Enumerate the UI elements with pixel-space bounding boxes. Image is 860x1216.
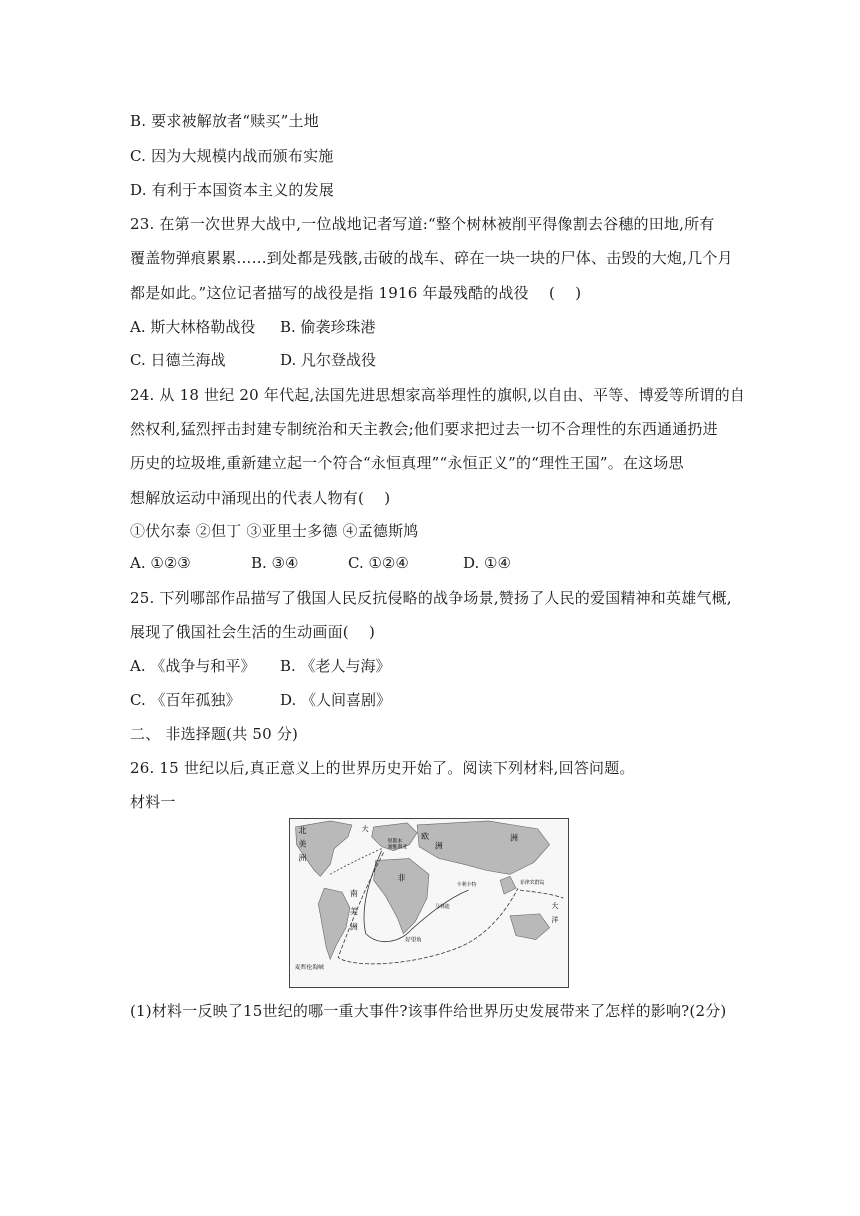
q25-stem-line1: 25. 下列哪部作品描写了俄国人民反抗侵略的战争场景,赞扬了人民的爱国精神和英雄气概,	[130, 589, 732, 607]
map-label-sa3: 洲	[349, 922, 358, 932]
q23-stem-line3: 都是如此。”这位记者描写的战役是指 1916 年最残酷的战役 ( )	[130, 284, 582, 302]
q23-option-d: D. 凡尔登战役	[280, 351, 377, 369]
section-two-heading: 二、 非选择题(共 50 分)	[130, 725, 299, 743]
map-label-sa2: 美	[349, 906, 358, 916]
q25-option-b: B. 《老人与海》	[280, 657, 391, 675]
q26-stem: 26. 15 世纪以后,真正意义上的世界历史开始了。阅读下列材料,回答问题。	[130, 759, 635, 777]
q23-option-a: A. 斯大林格勒战役	[130, 318, 256, 336]
q24-stem-line2: 然权利,猛烈抨击封建专制统治和天主教会;他们要求把过去一切不合理性的东西通通扔进	[130, 420, 718, 438]
q26-subquestion-1: (1)材料一反映了15世纪的哪一重大事件?该事件给世界历史发展带来了怎样的影响?(2分)	[130, 1002, 727, 1020]
map-label-pacific1: 大	[551, 902, 559, 910]
q25-option-d: D. 《人间喜剧》	[280, 691, 392, 709]
map-label-small1: 大	[361, 825, 369, 833]
map-label-eu1: 欧	[421, 831, 430, 841]
q24-stem-line1: 24. 从 18 世纪 20 年代起,法国先进思想家高举理性的旗帜,以自由、平等、博爱等所谓的自	[130, 386, 746, 404]
voyages-world-map	[289, 818, 569, 988]
q23-stem-line1: 23. 在第一次世界大战中,一位战地记者写道:“整个树林被削平得像割去谷穗的田地,所有	[130, 215, 715, 233]
q24-option-a: A. ①②③	[130, 554, 191, 572]
map-label-cape: 好望角	[405, 937, 422, 944]
q25-option-a: A. 《战争与和平》	[130, 657, 256, 675]
q23-option-b: B. 偷袭珍珠港	[280, 318, 376, 336]
q24-stem-line4: 想解放运动中涌现出的代表人物有( )	[130, 489, 391, 507]
q24-items: ①伏尔泰 ②但丁 ③亚里士多德 ④孟德斯鸠	[130, 522, 419, 540]
q23-stem-line2: 覆盖物弹痕累累……到处都是残骸,击破的战车、碎在一块一块的尸体、击毁的大炮,几个月	[130, 249, 733, 267]
map-label-lisbon: 里斯本	[387, 839, 403, 845]
q22-option-b: B. 要求被解放者“赎买”土地	[130, 112, 319, 130]
q26-material1-label: 材料一	[130, 793, 176, 811]
q24-stem-line3: 历史的垃圾堆,重新建立起一个符合“永恒真理”“永恒正义”的“理性王国”。在这场思	[130, 454, 684, 472]
map-label-philippines: 菲律宾群岛	[519, 881, 545, 887]
q24-option-c: C. ①②④	[348, 554, 409, 572]
q24-option-b: B. ③④	[251, 554, 299, 572]
map-label-spain: 塞维利亚	[387, 845, 408, 851]
q24-option-d: D. ①④	[463, 554, 511, 572]
map-label-sa1: 南	[349, 889, 358, 899]
map-label-magellan-strait: 麦哲伦海峡	[294, 965, 325, 972]
q25-option-c: C. 《百年孤独》	[130, 691, 241, 709]
map-label-eu2: 洲	[434, 841, 443, 851]
map-label-malindi: 马林迪	[434, 904, 450, 910]
world-map-svg	[290, 819, 568, 987]
map-label-pacific2: 洋	[551, 916, 559, 924]
map-label-na3: 洲	[298, 853, 307, 863]
q25-stem-line2: 展现了俄国社会生活的生动画面( )	[130, 623, 376, 641]
map-label-africa: 非	[397, 873, 406, 883]
map-label-asia: 洲	[510, 833, 518, 843]
q22-option-c: C. 因为大规模内战而颁布实施	[130, 147, 334, 165]
q22-option-d: D. 有利于本国资本主义的发展	[130, 181, 335, 199]
q23-option-c: C. 日德兰海战	[130, 351, 226, 369]
map-label-calicut: 卡利卡特	[456, 883, 477, 889]
map-label-na1: 北	[298, 825, 307, 835]
map-label-na2: 美	[298, 839, 307, 849]
